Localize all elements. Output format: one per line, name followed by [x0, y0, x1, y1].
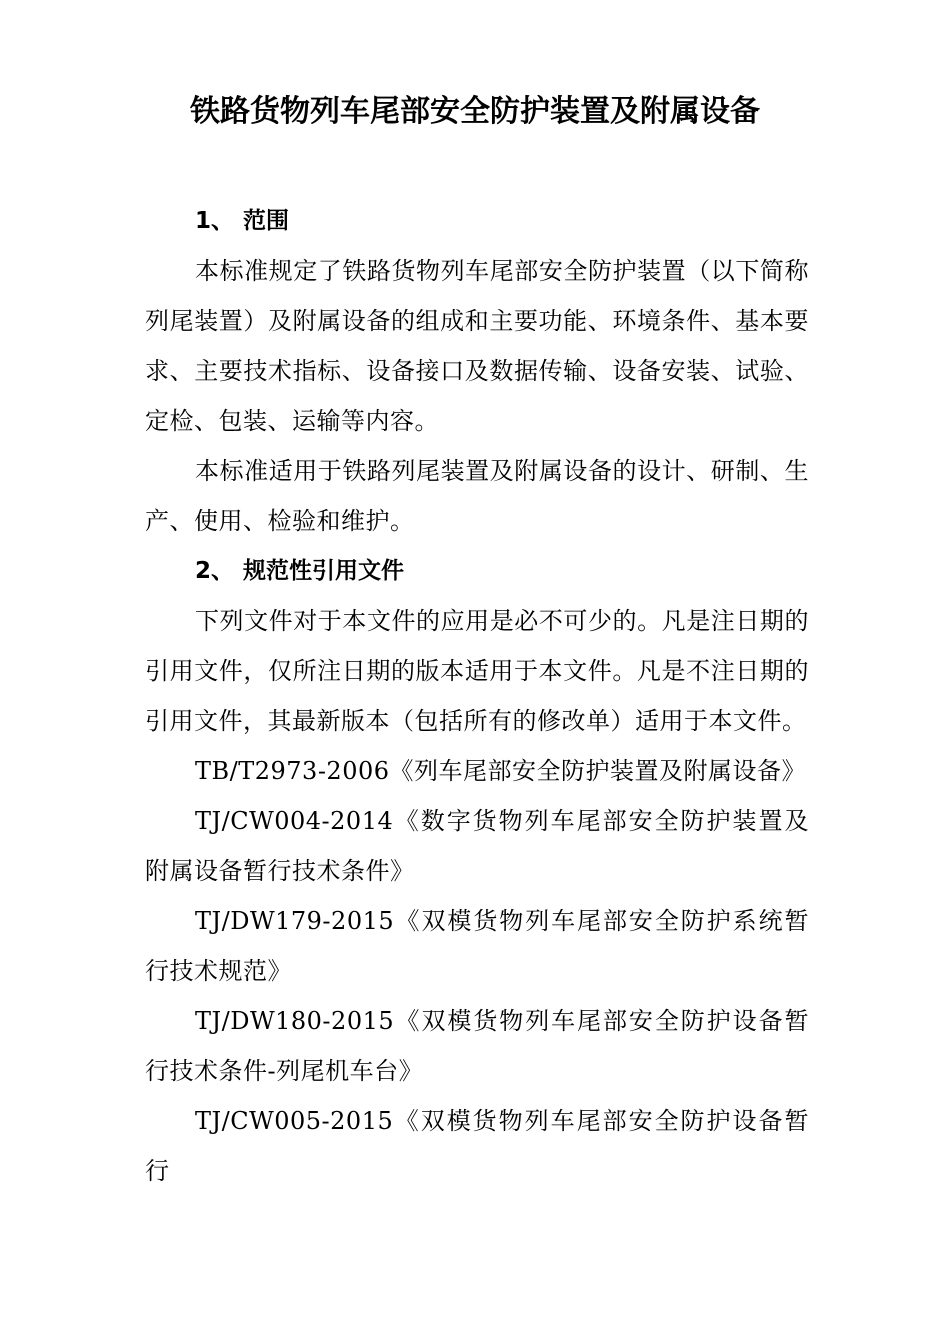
scope-paragraph: 本标准规定了铁路货物列车尾部安全防护装置（以下简称列尾装置）及附属设备的组成和主要功能、环境条件、基本要求、主要技术指标、设备接口及数据传输、设备安装、试验、定检、包装、运输等内容。	[145, 257, 809, 435]
reference-item: TJ/CW005-2015《双模货物列车尾部安全防护设备暂行	[145, 1107, 809, 1185]
section-1-heading	[145, 196, 809, 246]
applicability-paragraph: 本标准适用于铁路列尾装置及附属设备的设计、研制、生产、使用、检验和维护。	[145, 457, 809, 535]
section-2-number: 2、	[195, 558, 235, 584]
document-title: 铁路货物列车尾部安全防护装置及附属设备	[190, 94, 760, 129]
section-1-title: 范围	[243, 208, 289, 234]
reference-item: TJ/CW004-2014《数字货物列车尾部安全防护装置及附属设备暂行技术条件》	[145, 807, 809, 885]
reference-item: TB/T2973-2006《列车尾部安全防护装置及附属设备》	[195, 757, 807, 785]
section-2-title: 规范性引用文件	[243, 558, 404, 584]
reference-item: TJ/DW180-2015《双模货物列车尾部安全防护设备暂行技术条件-列尾机车台》	[145, 1007, 809, 1085]
reference-item: TJ/DW179-2015《双模货物列车尾部安全防护系统暂行技术规范》	[145, 907, 809, 985]
section-1-number: 1、	[195, 208, 235, 234]
section-2-heading	[145, 546, 809, 596]
document-body	[145, 196, 809, 1196]
references-intro-paragraph: 下列文件对于本文件的应用是必不可少的。凡是注日期的引用文件，仅所注日期的版本适用于本文件。凡是不注日期的引用文件，其最新版本（包括所有的修改单）适用于本文件。	[145, 607, 809, 735]
